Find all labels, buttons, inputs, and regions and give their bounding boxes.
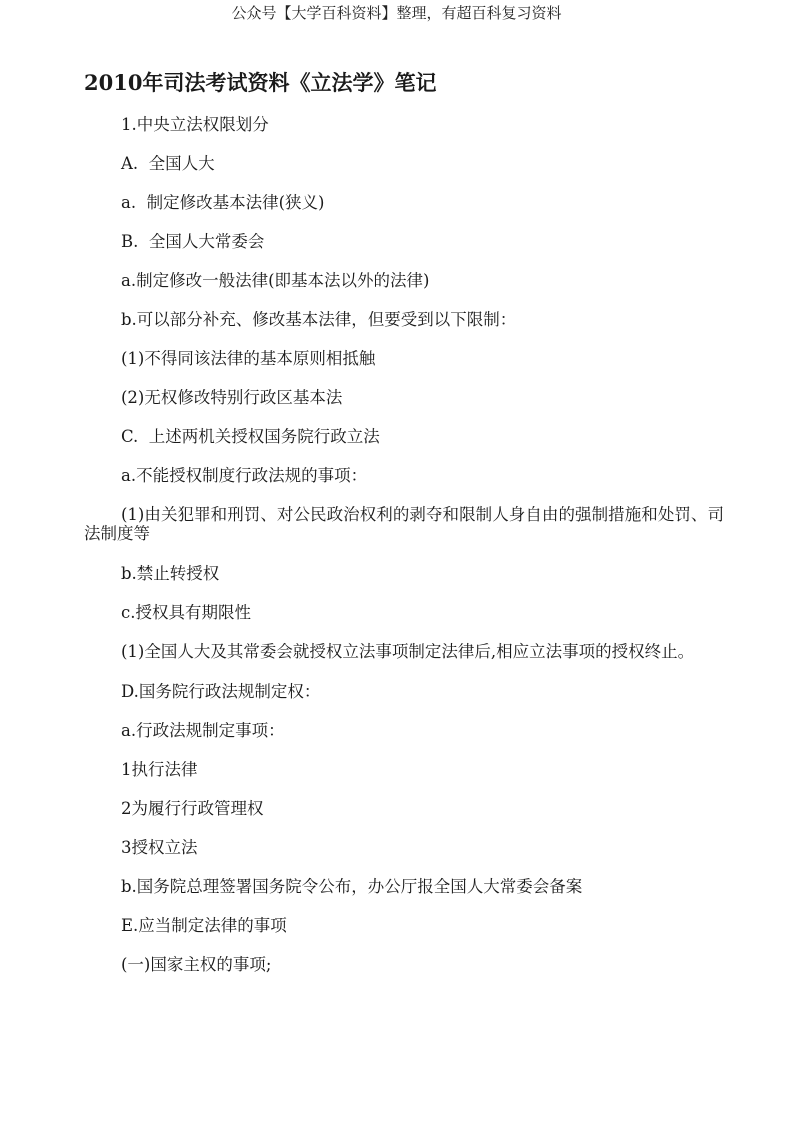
paragraph: (1)全国人大及其常委会就授权立法事项制定法律后,相应立法事项的授权终止。 [121,642,695,661]
paragraph: (1)不得同该法律的基本原则相抵触 [121,349,376,368]
paragraph: D.国务院行政法规制定权： [121,682,321,701]
paragraph: 3授权立法 [121,838,198,857]
paragraph: (一)国家主权的事项; [121,955,272,974]
paragraph: b.可以部分补充、修改基本法律，但要受到以下限制： [121,310,517,329]
document-title: 2010年司法考试资料《立法学》笔记 [84,70,437,95]
document-body [84,115,724,994]
paragraph: A. 全国人大 [121,154,215,173]
paragraph: b.国务院总理签署国务院令公布，办公厅报全国人大常委会备案 [121,877,583,896]
paragraph: a.行政法规制定事项： [121,721,285,740]
paragraph: 1.中央立法权限划分 [121,115,269,134]
paragraph: E.应当制定法律的事项 [121,916,287,935]
paragraph: B. 全国人大常委会 [121,232,265,251]
paragraph: 2为履行行政管理权 [121,799,264,818]
paragraph: (2)无权修改特别行政区基本法 [121,388,343,407]
paragraph: b.禁止转授权 [121,564,220,583]
page-header: 公众号【大学百科资料】整理，有超百科复习资料 [231,4,562,22]
paragraph: a.制定修改一般法律(即基本法以外的法律) [121,271,430,290]
paragraph: C. 上述两机关授权国务院行政立法 [121,427,380,446]
paragraph: a.不能授权制度行政法规的事项： [121,466,368,485]
paragraph: (1)由关犯罪和刑罚、对公民政治权利的剥夺和限制人身自由的强制措施和处罚、司法制度等 [84,505,724,543]
paragraph: a. 制定修改基本法律(狭义) [121,193,325,212]
paragraph: c.授权具有期限性 [121,603,251,622]
paragraph: 1执行法律 [121,760,198,779]
